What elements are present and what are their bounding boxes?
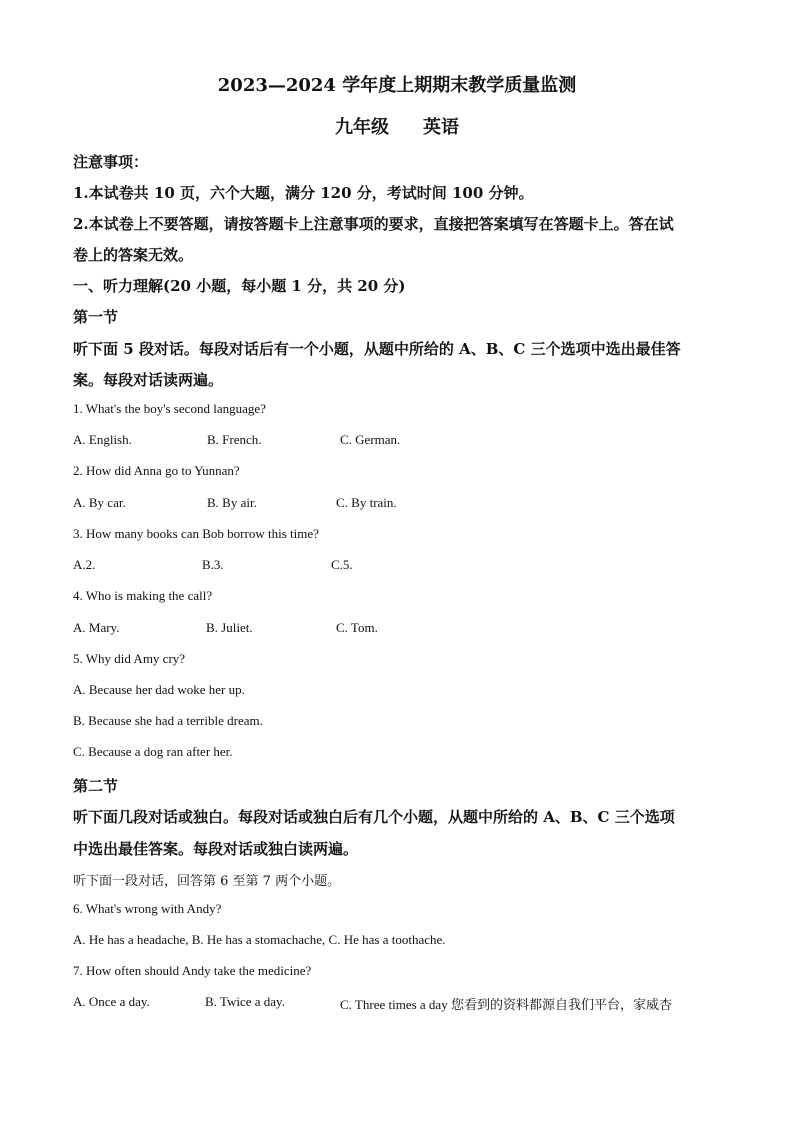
question-2-stem: 2. How did Anna go to Yunnan? bbox=[73, 463, 240, 478]
section2-sub-instruction: 听下面一段对话，回答第 6 至第 7 两个小题。 bbox=[73, 874, 341, 889]
question-6-stem: 6. What's wrong with Andy? bbox=[73, 901, 222, 916]
question-4-option-c: C. Tom. bbox=[336, 620, 378, 635]
question-7-option-c bbox=[340, 994, 672, 1013]
notice-item-2-line1: 2.本试卷上不要答题，请按答题卡上注意事项的要求，直接把答案填写在答题卡上。答在试 bbox=[73, 215, 674, 233]
notice-heading: 注意事项： bbox=[73, 153, 149, 171]
question-5-option-b: B. Because she had a terrible dream. bbox=[73, 713, 263, 728]
section1-instruction-line1: 听下面 5 段对话。每段对话后有一个小题，从题中所给的 A、B、C 三个选项中选出最佳答 bbox=[73, 340, 681, 358]
question-1-option-a: A. English. bbox=[73, 432, 132, 447]
question-4-option-a: A. Mary. bbox=[73, 620, 120, 635]
question-2-option-b: B. By air. bbox=[207, 495, 257, 510]
section2-instruction-line1: 听下面几段对话或独白。每段对话或独白后有几个小题，从题中所给的 A、B、C 三个选项 bbox=[73, 808, 675, 826]
subject-label: 英语 bbox=[423, 117, 459, 138]
exam-subtitle bbox=[0, 113, 794, 139]
grade-label: 九年级 bbox=[335, 117, 389, 138]
question-1-option-c: C. German. bbox=[340, 432, 401, 447]
exam-title: 2023—2024 学年度上期期末教学质量监测 bbox=[217, 75, 577, 96]
question-5-stem: 5. Why did Amy cry? bbox=[73, 651, 186, 666]
question-1-stem: 1. What's the boy's second language? bbox=[73, 401, 266, 416]
question-7-stem: 7. How often should Andy take the medicine? bbox=[73, 963, 312, 978]
question-2-option-a: A. By car. bbox=[73, 495, 126, 510]
part1-heading: 一、听力理解(20 小题，每小题 1 分，共 20 分) bbox=[73, 277, 406, 295]
section2-instruction-line2: 中选出最佳答案。每段对话或独白读两遍。 bbox=[73, 840, 359, 858]
question-5-option-c: C. Because a dog ran after her. bbox=[73, 744, 233, 759]
question-7-option-c-text: C. Three times a day bbox=[340, 997, 448, 1012]
question-4-stem: 4. Who is making the call? bbox=[73, 588, 213, 603]
notice-item-2-line2: 卷上的答案无效。 bbox=[73, 246, 194, 264]
section1-instruction-line2: 案。每段对话读两遍。 bbox=[73, 371, 224, 389]
section2-heading: 第二节 bbox=[73, 777, 119, 795]
question-7-option-a: A. Once a day. bbox=[73, 994, 150, 1009]
question-3-option-c: C.5. bbox=[331, 557, 353, 572]
question-1-option-b: B. French. bbox=[207, 432, 262, 447]
question-6-options: A. He has a headache, B. He has a stomachache, C. He has a toothache. bbox=[73, 932, 446, 947]
question-3-stem: 3. How many books can Bob borrow this time? bbox=[73, 526, 319, 541]
question-4-option-b: B. Juliet. bbox=[206, 620, 253, 635]
notice-item-1: 1.本试卷共 10 页，六个大题，满分 120 分，考试时间 100 分钟。 bbox=[73, 184, 534, 202]
question-7-option-b: B. Twice a day. bbox=[205, 994, 285, 1009]
question-5-option-a: A. Because her dad woke her up. bbox=[73, 682, 245, 697]
question-3-option-b: B.3. bbox=[202, 557, 224, 572]
section1-heading: 第一节 bbox=[73, 308, 119, 326]
question-3-option-a: A.2. bbox=[73, 557, 96, 572]
watermark-text: 您看到的资料都源自我们平台，家威杏 bbox=[450, 997, 672, 1012]
question-2-option-c: C. By train. bbox=[336, 495, 397, 510]
